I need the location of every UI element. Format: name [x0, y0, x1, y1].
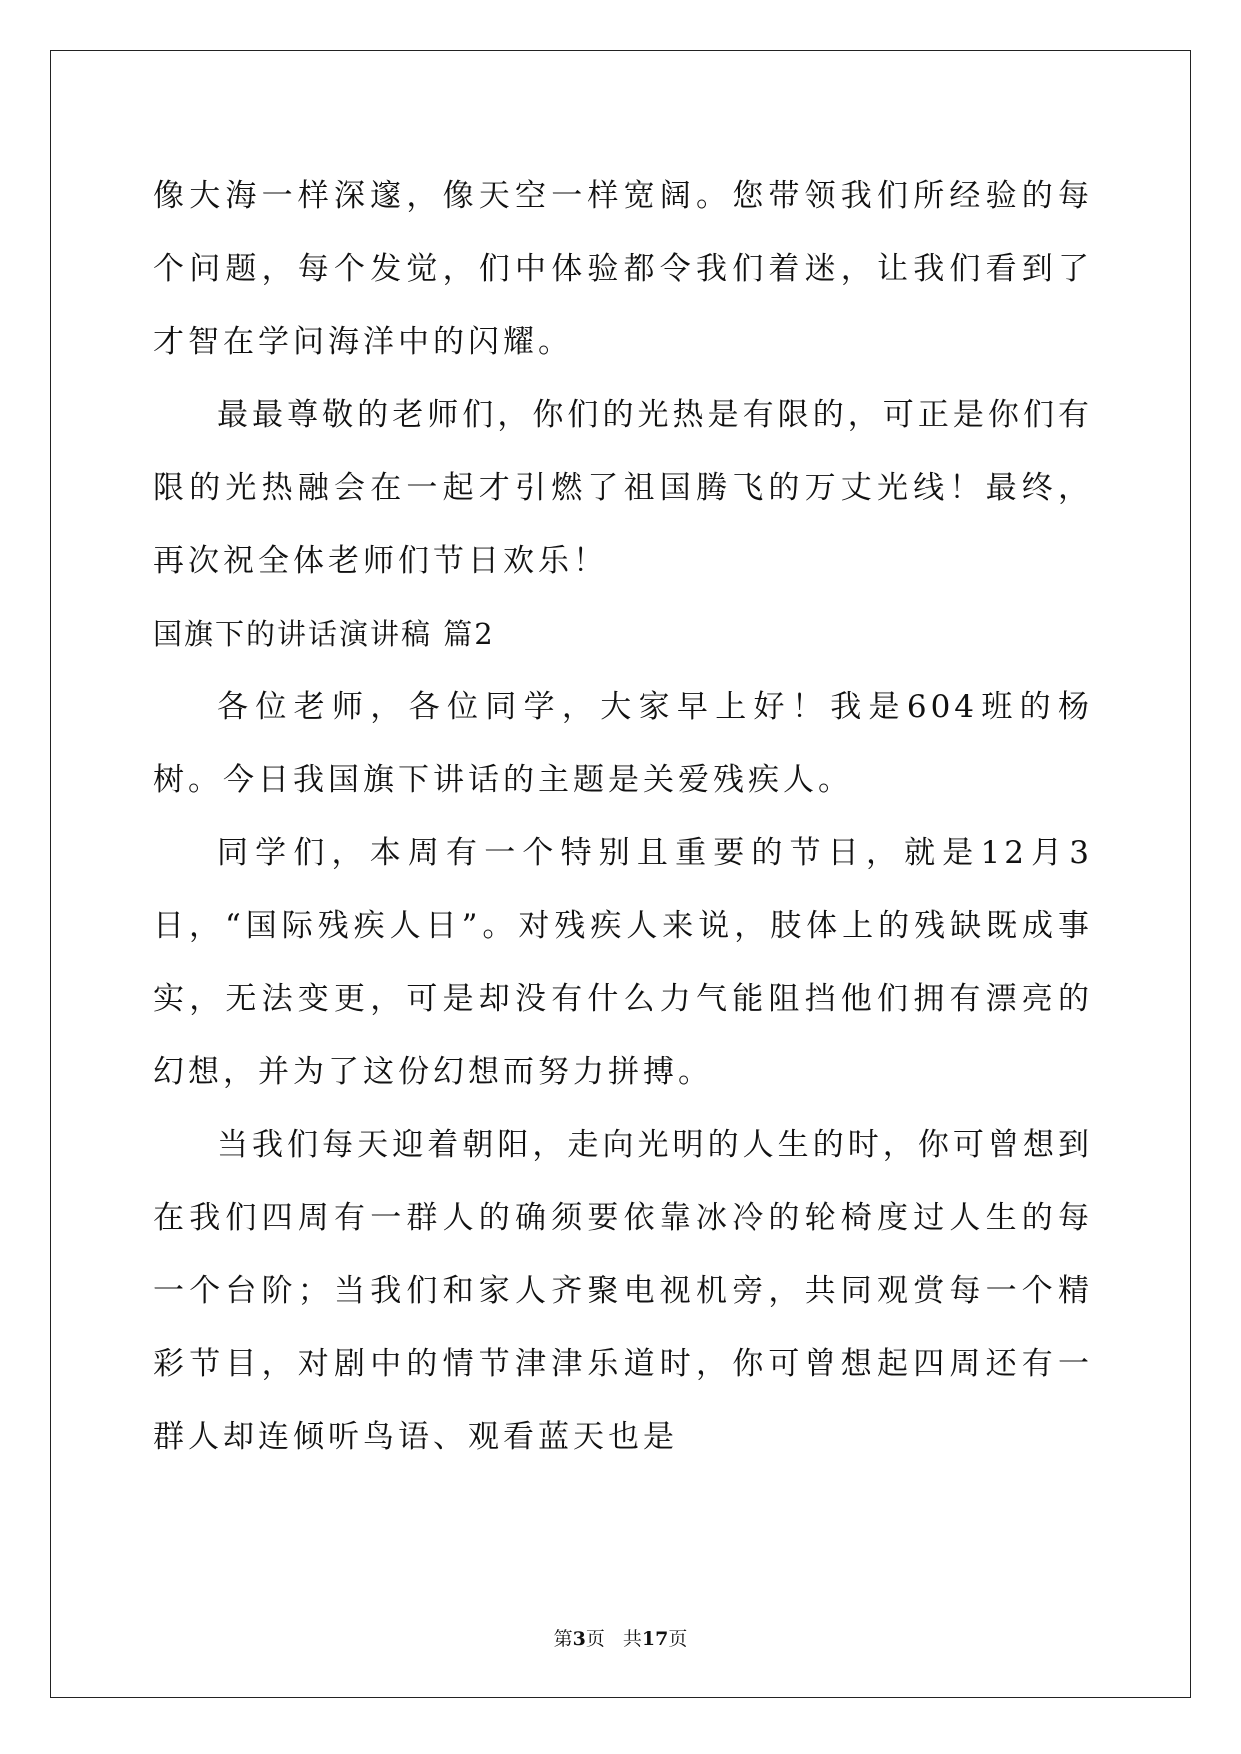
page-number-suffix: 页 [585, 1628, 605, 1650]
paragraph-2: 最最尊敬的老师们，你们的光热是有限的，可正是你们有限的光热融会在一起才引燃了祖国腾飞的万丈光线！最终，再次祝全体老师们节日欢乐！ [153, 397, 1093, 579]
section-heading: 国旗下的讲话演讲稿 篇2 [153, 617, 495, 651]
paragraph-1: 像大海一样深邃，像天空一样宽阔。您带领我们所经验的每个问题，每个发觉，们中体验都令我们着迷，让我们看到了才智在学问海洋中的闪耀。 [153, 178, 1093, 360]
page-footer [0, 1624, 1241, 1651]
page-total-prefix: 共 [622, 1628, 642, 1650]
page-number-prefix: 第 [553, 1628, 573, 1650]
page-number-current: 3 [572, 1628, 586, 1650]
page-total-suffix: 页 [668, 1628, 688, 1650]
paragraph-3: 各位老师，各位同学，大家早上好！我是604班的杨树。今日我国旗下讲话的主题是关爱残疾人。 [153, 689, 1093, 798]
paragraph-5: 当我们每天迎着朝阳，走向光明的人生的时，你可曾想到在我们四周有一群人的确须要依靠冰冷的轮椅度过人生的每一个台阶；当我们和家人齐聚电视机旁，共同观赏每一个精彩节目，对剧中的情节津津乐道时，你可曾想起四周还有一群人却连倾听鸟语、观看蓝天也是 [153, 1127, 1093, 1455]
paragraph-4: 同学们，本周有一个特别且重要的节日，就是12月3日，“国际残疾人日”。对残疾人来说，肢体上的残缺既成事实，无法变更，可是却没有什么力气能阻挡他们拥有漂亮的幻想，并为了这份幻想而努力拼搏。 [153, 835, 1093, 1090]
page-total-count: 17 [641, 1628, 669, 1650]
document-body [153, 160, 1093, 1474]
